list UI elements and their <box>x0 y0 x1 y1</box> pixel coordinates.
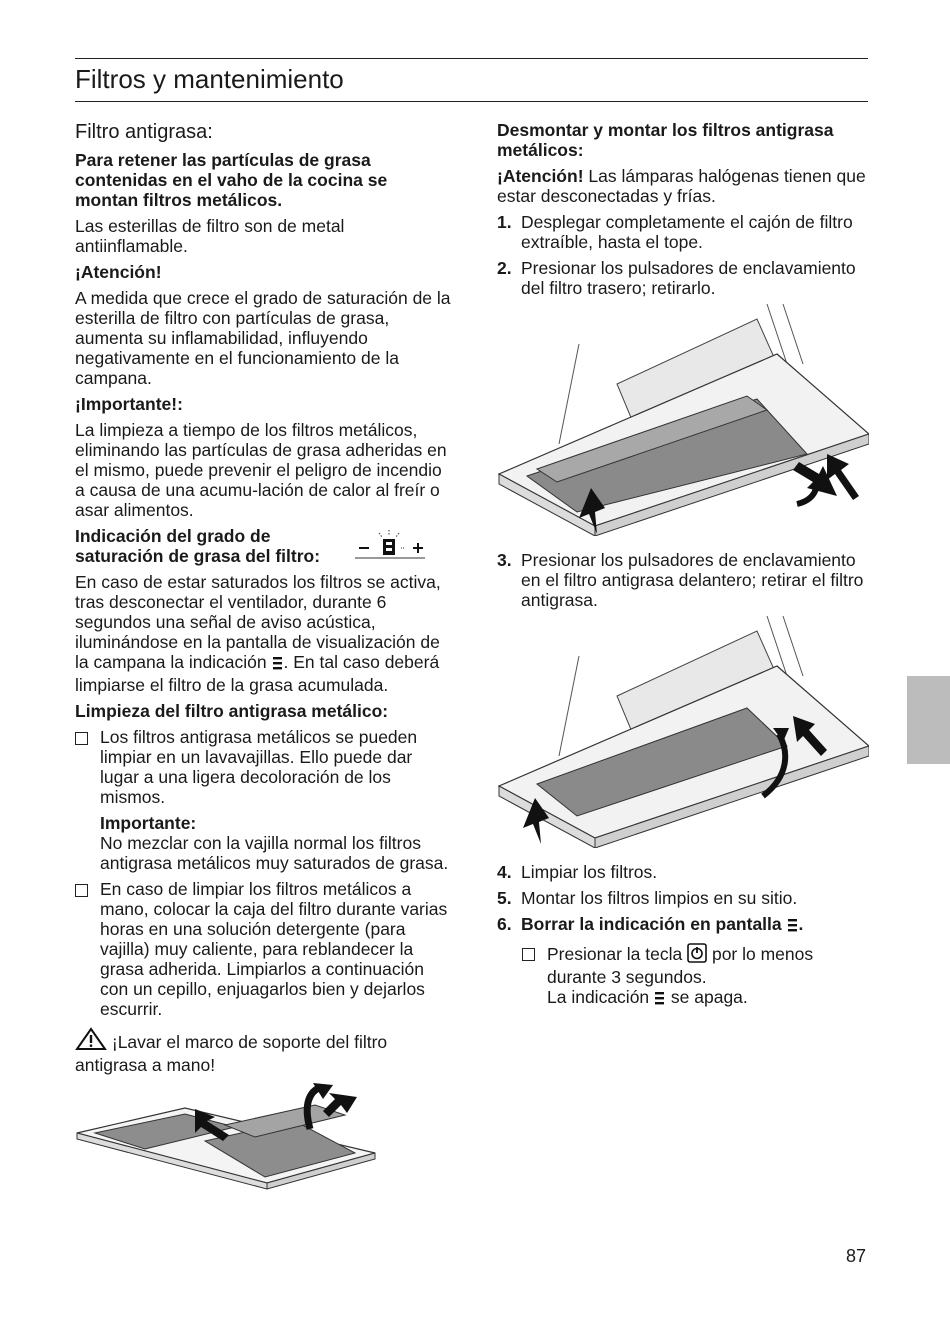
title-underline <box>75 101 868 102</box>
important-text: La limpieza a tiempo de los filtros metálicos, eliminando las partículas de grasa adheridas en el mismo, puede prevenir el peligro de incendio a causa de una acumu-lación de calor al freír o asar alimentos. <box>75 420 447 520</box>
hood-front-filter-illustration <box>497 616 869 852</box>
page-number: 87 <box>846 1246 867 1266</box>
top-rule <box>75 58 868 59</box>
filter-frame-illustration <box>75 1083 453 1222</box>
power-key-icon <box>687 943 707 967</box>
intro-bold: Para retener las partículas de grasa contenidas en el vaho de la cocina se montan filtros metálicos. <box>75 150 388 210</box>
section-heading-remove: Desmontar y montar los filtros antigrasa metálicos: <box>497 120 834 160</box>
checkbox-bullet-icon <box>522 943 547 1010</box>
saturation-heading-row <box>75 526 453 566</box>
warning-triangle-icon <box>75 1027 107 1055</box>
right-column <box>497 120 869 1016</box>
left-column <box>75 120 453 1232</box>
list-item: 2. Presionar los pulsadores de enclavamiento del filtro trasero; retirarlo. <box>497 258 856 298</box>
filter-saturation-display-icon <box>353 528 427 566</box>
checkbox-bullet-icon <box>75 727 100 873</box>
attention-note: ¡Atención! Las lámparas halógenas tienen que estar desconectadas y frías. <box>497 166 866 206</box>
attention-label: ¡Atención! <box>75 262 162 282</box>
attention-text: A medida que crece el grado de saturación de la esterilla de filtro con partículas de grasa, aumenta su inflamabilidad, influyendo negativamente en el funcionamiento de la campana. <box>75 288 451 388</box>
saturation-heading: Indicación del grado de saturación de grasa del filtro: <box>75 526 321 566</box>
filter-indicator-icon <box>272 655 284 675</box>
checkbox-bullet-icon <box>75 879 100 1019</box>
list-item: 5. Montar los filtros limpios en su sitio. <box>497 888 798 908</box>
list-item: 1. Desplegar completamente el cajón de filtro extraíble, hasta el tope. <box>497 212 853 252</box>
section-heading-filter: Filtro antigrasa: <box>75 121 213 143</box>
list-item: En caso de limpiar los filtros metálicos a mano, colocar la caja del filtro durante varias horas en una solución detergente (para vajilla) muy caliente, para reblandecer la grasa adherida. Limpiarlos a continuación con un cepillo, enjuagarlos bien y dejarlos escurrir. <box>75 879 453 1019</box>
page-title: Filtros y mantenimiento <box>75 64 344 94</box>
important-label: ¡Importante!: <box>75 394 183 414</box>
filter-indicator-icon <box>787 917 799 937</box>
list-item: 4. Limpiar los filtros. <box>497 862 658 882</box>
list-item: 6. Borrar la indicación en pantalla . <box>497 914 869 937</box>
section-thumb-tab <box>907 676 950 764</box>
list-item: Los filtros antigrasa metálicos se pueden limpiar en un lavavajillas. Ello puede dar lugar a una ligera decoloración de los mismos. Importante: No mezclar con la vajilla normal los filtros antigrasa metálicos muy saturados de grasa. <box>75 727 453 873</box>
hood-rear-filter-illustration <box>497 304 869 540</box>
warning-note: ¡Lavar el marco de soporte del filtro antigrasa a mano! <box>75 1027 453 1075</box>
list-item: 3. Presionar los pulsadores de enclavamiento en el filtro antigrasa delantero; retirar el filtro antigrasa. <box>497 550 864 610</box>
cleaning-heading: Limpieza del filtro antigrasa metálico: <box>75 701 389 721</box>
list-item: Presionar la tecla por lo menos durante 3 segundos. La indicación se apaga. <box>497 943 869 1010</box>
filter-indicator-icon <box>654 990 666 1010</box>
intro-text: Las esterillas de filtro son de metal antiinflamable. <box>75 216 345 256</box>
saturation-text: En caso de estar saturados los filtros se activa, tras desconectar el ventilador, durante 6 segundos una señal de aviso acústica, iluminándose en la pantalla de visualización de la campana la indicación . En tal caso deberá limpiarse el filtro de la grasa acumulada. <box>75 572 441 695</box>
